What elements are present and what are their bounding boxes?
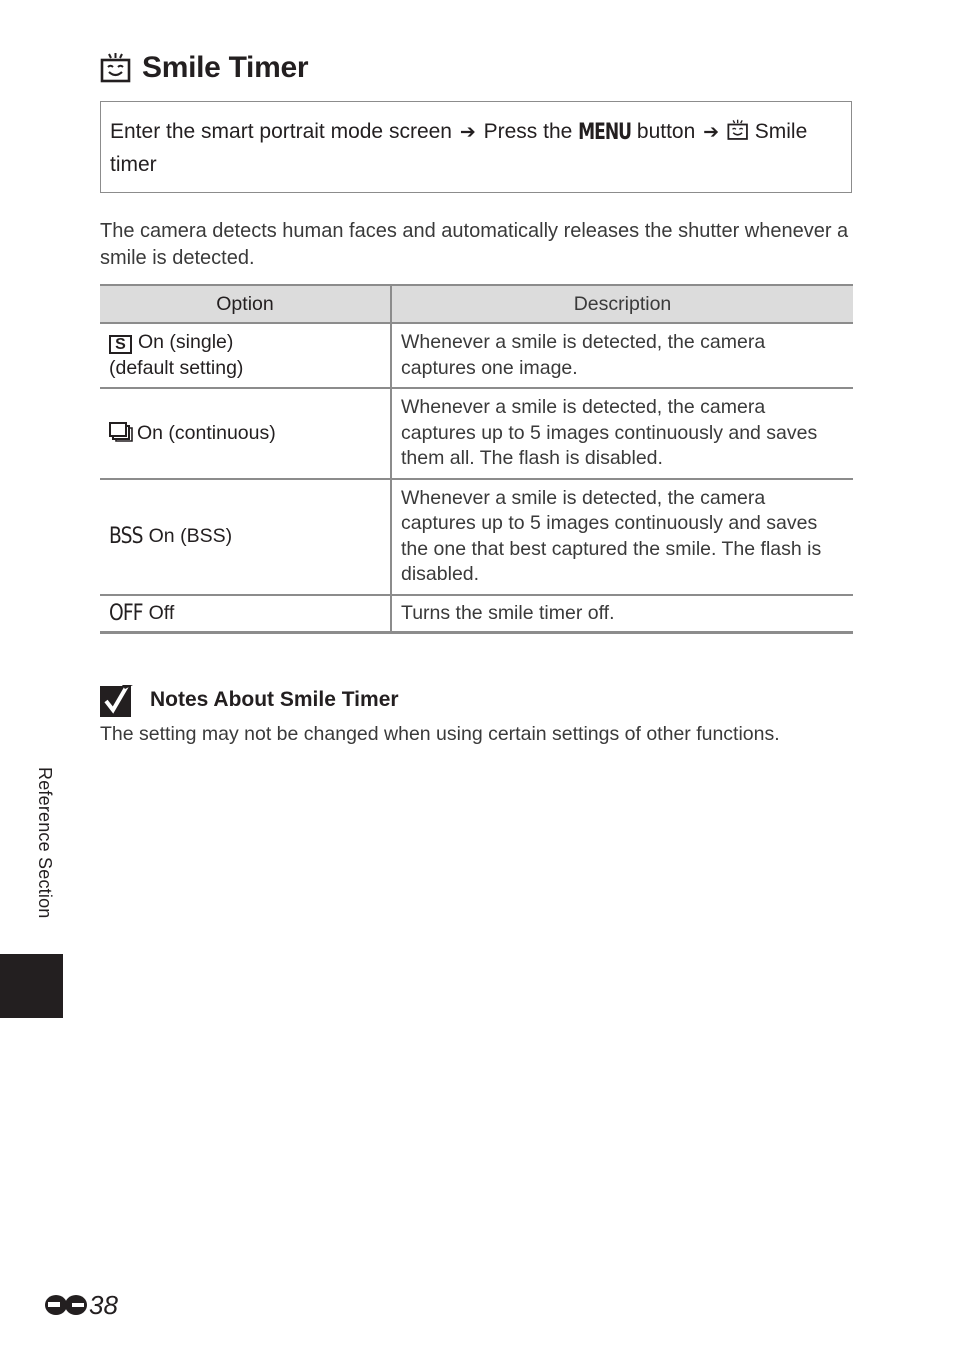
arrow-icon: ➔	[703, 122, 720, 143]
reference-section-icon	[44, 1293, 88, 1317]
option-label: On (continuous)	[137, 421, 276, 444]
description-cell: Whenever a smile is detected, the camera captures up to 5 images continuously and saves the one that best captured the smile. The flash is disabled.	[391, 479, 853, 595]
arrow-icon: ➔	[459, 122, 476, 143]
bss-icon: BSS	[109, 523, 143, 549]
nav-step-3: button	[636, 120, 696, 143]
notes-heading	[100, 682, 399, 718]
option-label: Off	[148, 601, 175, 624]
side-section-tab	[0, 954, 63, 1018]
table-header-row	[100, 285, 853, 323]
options-table	[100, 284, 853, 634]
page-number	[44, 1289, 118, 1321]
table-row	[100, 323, 853, 388]
continuous-icon	[109, 422, 133, 442]
option-cell	[100, 595, 391, 633]
option-label: On (BSS)	[148, 524, 233, 547]
option-cell	[100, 323, 391, 388]
side-section-label: Reference Section	[35, 767, 55, 919]
description-cell: Whenever a smile is detected, the camera captures one image.	[391, 323, 853, 388]
single-shot-icon: S	[109, 335, 132, 354]
column-header-option: Option	[100, 285, 391, 323]
intro-paragraph: The camera detects human faces and automatically releases the shutter whenever a smile is detected.	[100, 220, 849, 269]
smile-timer-icon	[727, 119, 749, 141]
table-row	[100, 479, 853, 595]
option-cell	[100, 388, 391, 479]
description-cell: Whenever a smile is detected, the camera captures up to 5 images continuously and saves them all. The flash is disabled.	[391, 388, 853, 479]
table-row	[100, 595, 853, 633]
page-title-text: Smile Timer	[142, 51, 309, 84]
table-row	[100, 388, 853, 479]
option-sublabel: (default setting)	[109, 356, 244, 379]
option-cell	[100, 479, 391, 595]
notes-heading-text: Notes About Smile Timer	[150, 688, 399, 711]
smile-timer-icon	[100, 52, 132, 84]
nav-step-4: Smile timer	[110, 120, 808, 176]
option-label: On (single)	[138, 331, 234, 353]
page-title	[100, 46, 308, 90]
description-cell: Turns the smile timer off.	[391, 595, 853, 633]
page-number-text: 38	[89, 1289, 118, 1320]
navigation-path-box	[100, 101, 852, 193]
column-header-description: Description	[391, 285, 853, 323]
checkmark-box-icon	[100, 684, 134, 717]
nav-step-2: Press the	[483, 120, 573, 143]
notes-text: The setting may not be changed when using certain settings of other functions.	[100, 723, 780, 745]
menu-button-label: MENU	[578, 119, 632, 145]
nav-step-1: Enter the smart portrait mode screen	[110, 120, 452, 143]
off-icon: OFF	[109, 600, 143, 626]
